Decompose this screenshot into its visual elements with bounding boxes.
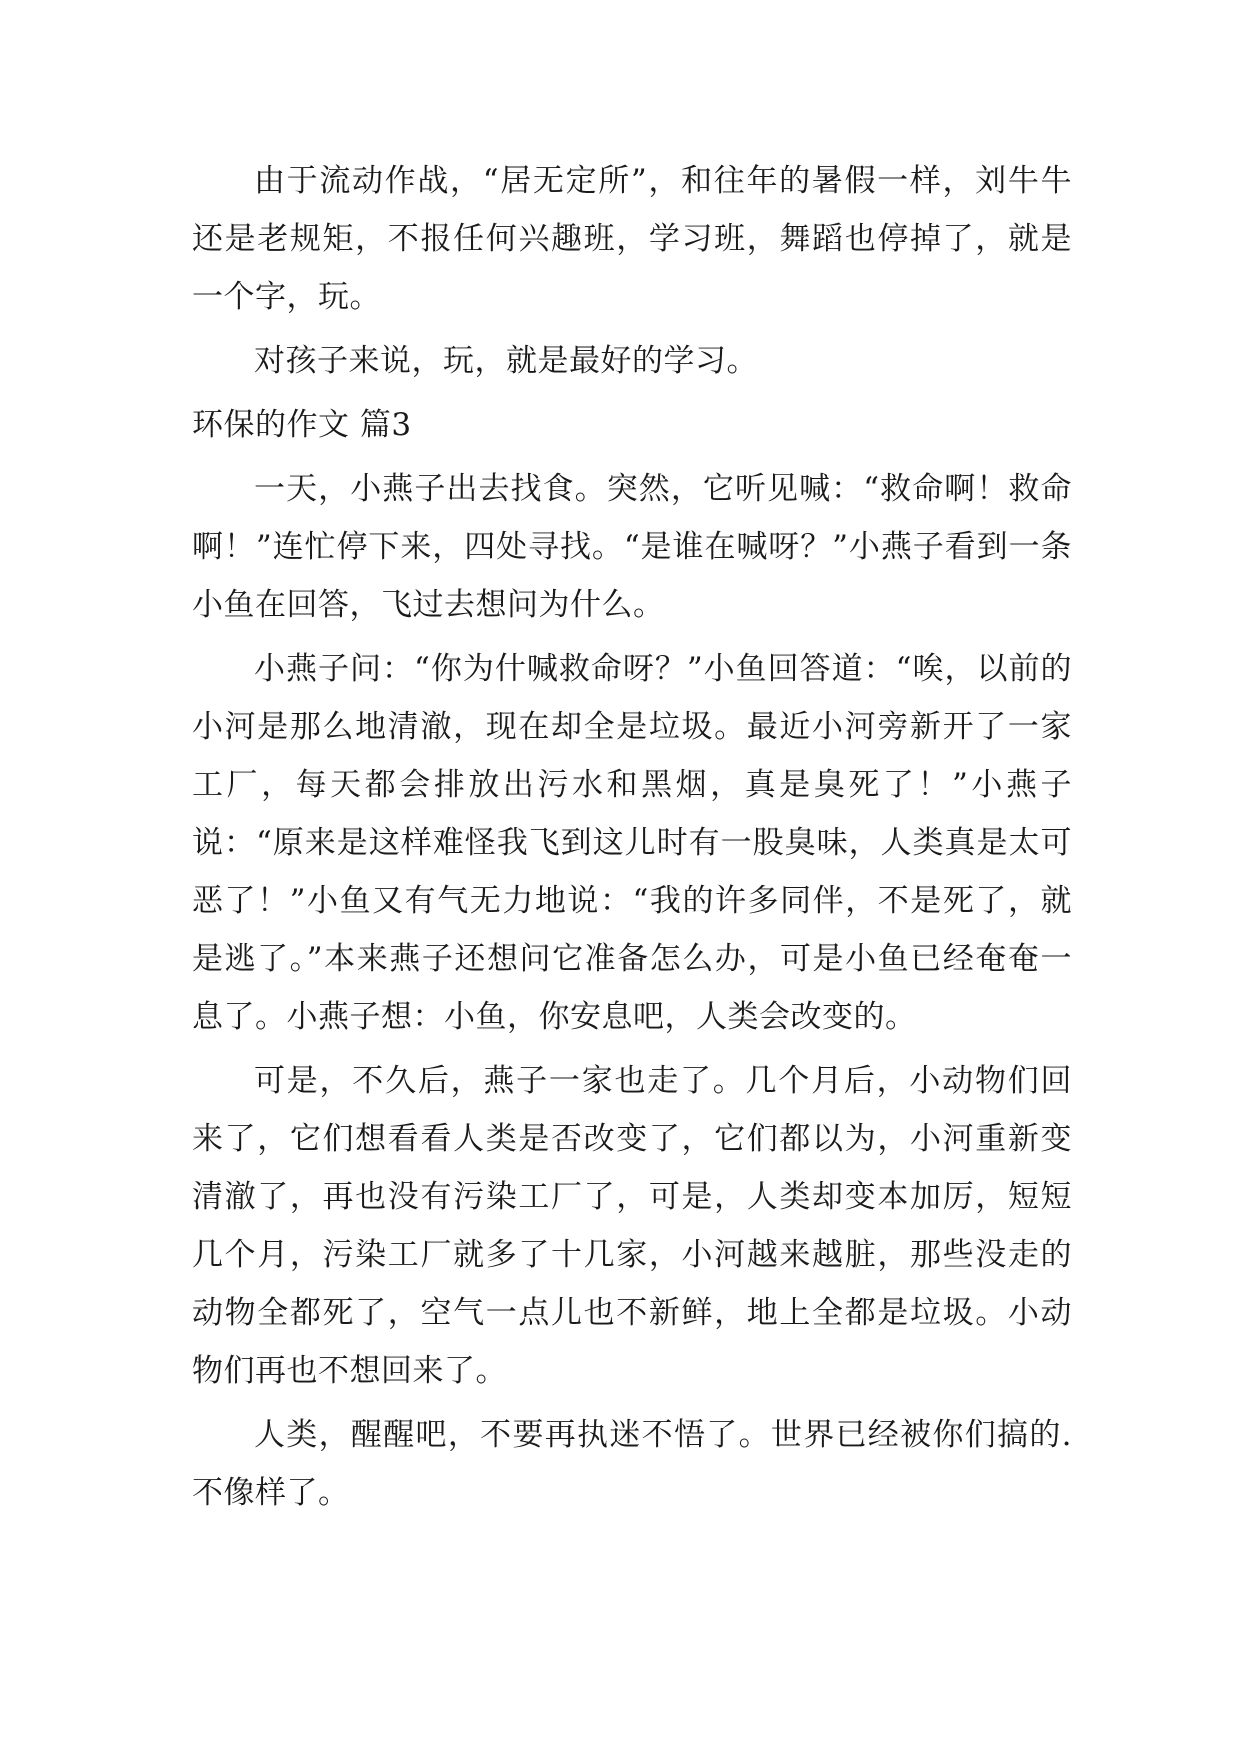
paragraph-swallow-hears-cry: 一天，小燕子出去找食。突然，它听见喊：“救命啊！救命啊！”连忙停下来，四处寻找。“是谁在喊呀？”小燕子看到一条小鱼在回答，飞过去想问为什么。 bbox=[192, 471, 1072, 623]
paragraph-summer-play: 由于流动作战，“居无定所”，和往年的暑假一样，刘牛牛还是老规矩，不报任何兴趣班，学习班，舞蹈也停掉了，就是一个字，玩。 bbox=[192, 163, 1072, 315]
paragraph-animals-return: 可是，不久后，燕子一家也走了。几个月后，小动物们回来了，它们想看看人类是否改变了，它们都以为，小河重新变清澈了，再也没有污染工厂了，可是，人类却变本加厉，短短几个月，污染工厂就多了十几家，小河越来越脏，那些没走的动物全都死了，空气一点儿也不新鲜，地上全都是垃圾。小动物们再也不想回来了。 bbox=[192, 1063, 1072, 1389]
section-heading: 环保的作文 篇3 bbox=[192, 407, 412, 443]
paragraph-wake-up-humans: 人类，醒醒吧，不要再执迷不悟了。世界已经被你们搞的.不像样了。 bbox=[192, 1417, 1072, 1511]
paragraph-fish-dialogue: 小燕子问：“你为什喊救命呀？”小鱼回答道：“唉，以前的小河是那么地清澈，现在却全是垃圾。最近小河旁新开了一家工厂，每天都会排放出污水和黑烟，真是臭死了！”小燕子说：“原来是这样难怪我飞到这儿时有一股臭味，人类真是太可恶了！”小鱼又有气无力地说：“我的许多同伴，不是死了，就是逃了。”本来燕子还想问它准备怎么办，可是小鱼已经奄奄一息了。小燕子想：小鱼，你安息吧，人类会改变的。 bbox=[192, 651, 1072, 1035]
document-page bbox=[192, 152, 1072, 1528]
paragraph-play-is-learning: 对孩子来说，玩，就是最好的学习。 bbox=[254, 343, 758, 379]
